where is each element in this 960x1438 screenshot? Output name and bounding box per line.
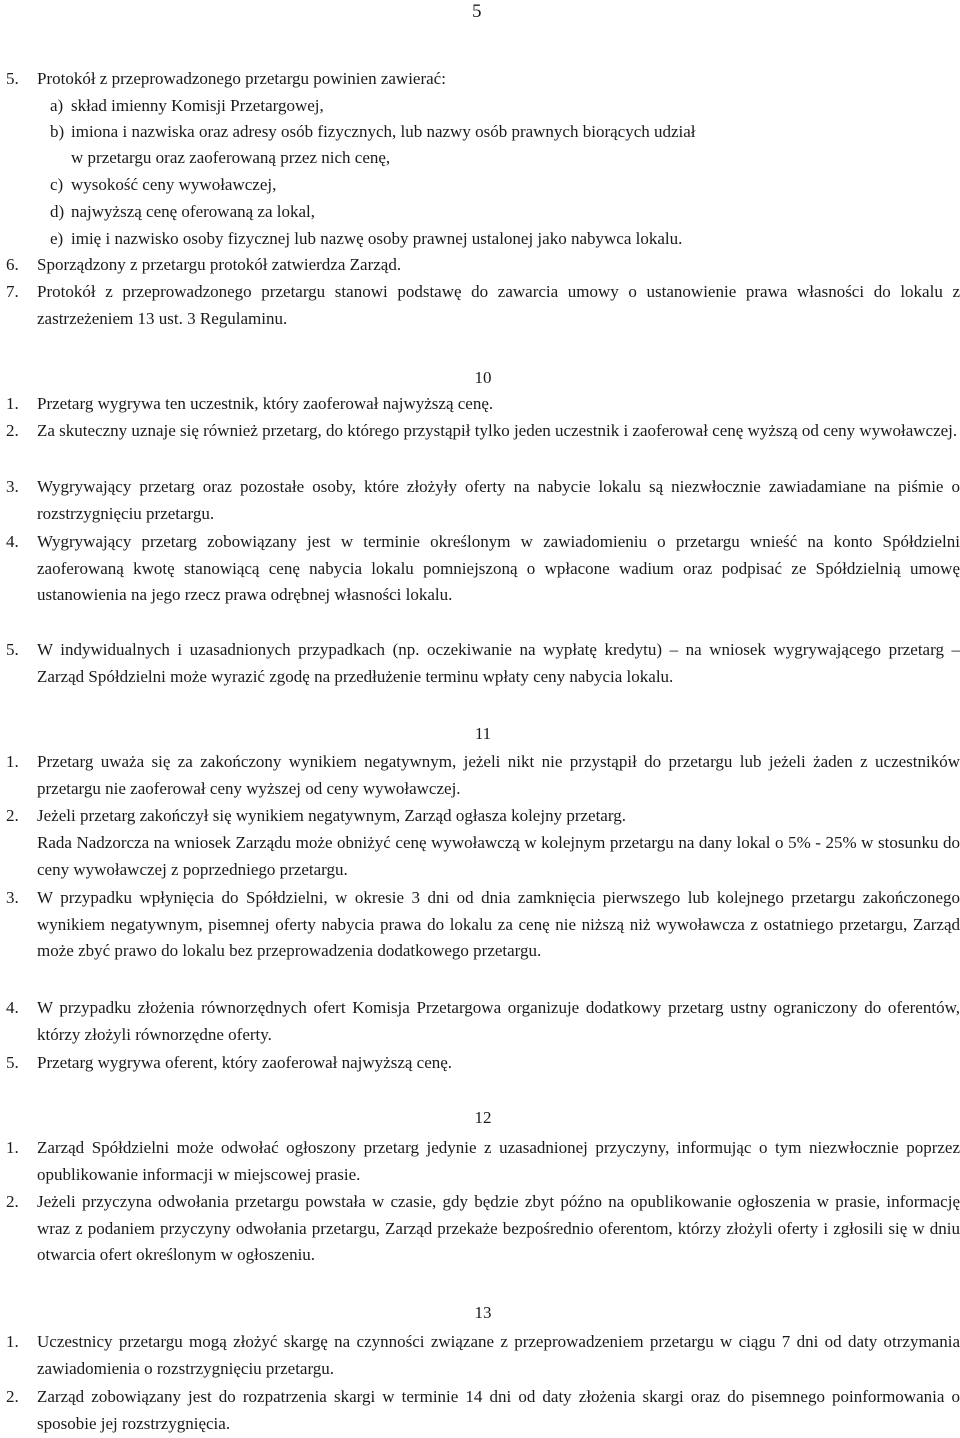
sub-item-e: e) imię i nazwisko osoby fizycznej lub nazwę osoby prawnej ustalonej jako nabywca lokalu. [50, 229, 683, 248]
section-heading-12: 12 [474, 1108, 492, 1127]
section-heading-11: 11 [474, 724, 492, 743]
sub-item-d: d) najwyższą cenę oferowaną za lokal, [50, 202, 316, 221]
item-text: Protokół z przeprowadzonego przetargu powinien zawierać: [37, 69, 446, 88]
page-number: 5 [472, 1, 482, 22]
list-item: 2. Za skuteczny uznaje się również przetarg, do którego przystąpił tylko jeden uczestnik i zaoferował cenę wyższą od ceny wywoławczej. [6, 421, 958, 440]
list-item: 1. Uczestnicy przetargu mogą złożyć skargę na czynności związane z przeprowadzeniem przetargu w ciągu 7 dni od daty otrzymania zawiadomienia o rozstrzygnięciu przetargu. [6, 1332, 960, 1378]
section-heading-13: 13 [474, 1303, 492, 1322]
list-item: 6. Sporządzony z przetargu protokół zatwierdza Zarząd. [6, 255, 402, 274]
list-item: 2. Jeżeli przyczyna odwołania przetargu powstała w czasie, gdy będzie zbyt późno na opublikowanie ogłoszenia w prasie, informację wraz z podaniem przyczyny odwołania przetargu, Zarząd przekaże bezpośrednio oferentom, którzy złożyli oferty i zgłosili się w dniu otwarcia ofert określonym w ogłoszeniu. [6, 1192, 960, 1264]
list-item: 3. Wygrywający przetarg oraz pozostałe osoby, które złożyły oferty na nabycie lokalu są niezwłocznie zawiadamiane na piśmie o rozstrzygnięciu przetargu. [6, 477, 960, 523]
list-item: Rada Nadzorcza na wniosek Zarządu może obniżyć cenę wywoławczą w kolejnym przetargu na dany lokal o 5% - 25% w stosunku do ceny wywoławczej z poprzedniego przetargu. [37, 833, 960, 879]
sub-item-a: a) skład imienny Komisji Przetargowej, [50, 96, 324, 115]
list-item: 4. W przypadku złożenia równorzędnych ofert Komisja Przetargowa organizuje dodatkowy przetarg ustny ograniczony do oferentów, którzy złożyli równorzędne oferty. [6, 998, 960, 1044]
sub-item-c: c) wysokość ceny wywoławczej, [50, 175, 277, 194]
list-item: 2. Jeżeli przetarg zakończył się wynikiem negatywnym, Zarząd ogłasza kolejny przetarg. [6, 806, 626, 825]
list-item: 2. Zarząd zobowiązany jest do rozpatrzenia skargi w terminie 14 dni od daty złożenia skargi oraz do pisemnego poinformowania o sposobie jej rozstrzygnięcia. [6, 1387, 960, 1433]
list-item: 4. Wygrywający przetarg zobowiązany jest w terminie określonym w zawiadomieniu o przetargu wnieść na konto Spółdzielni zaoferowaną kwotę stanowiącą cenę nabycia lokalu pomniejszoną o wpłacone wadium oraz podpisać ze Spółdzielnią umowę ustanowienia na jego rzecz prawa odrębnej własności lokalu. [6, 532, 960, 604]
sub-item-b: b) imiona i nazwiska oraz adresy osób fizycznych, lub nazwy osób prawnych biorących udział [50, 122, 696, 141]
sub-item-b-continuation: w przetargu oraz zaoferowaną przez nich cenę, [71, 148, 391, 167]
list-item: 5. W indywidualnych i uzasadnionych przypadkach (np. oczekiwanie na wypłatę kredytu) – na wniosek wygrywającego przetarg – Zarząd Spółdzielni może wyrazić zgodę na przedłużenie terminu wpłaty ceny nabycia lokalu. [6, 640, 960, 686]
list-item: 5. Przetarg wygrywa oferent, który zaoferował najwyższą cenę. [6, 1053, 453, 1072]
list-item: 1. Przetarg wygrywa ten uczestnik, który zaoferował najwyższą cenę. [6, 394, 494, 413]
list-item: 3. W przypadku wpłynięcia do Spółdzielni, w okresie 3 dni od dnia zamknięcia pierwszego lub kolejnego przetargu zakończonego wynikiem negatywnym, pisemnej oferty nabycia prawa do lokalu za cenę nie niższą niż wywoławcza z ostatniego przetargu, Zarząd może zbyć prawo do lokalu bez przeprowadzenia dodatkowego przetargu. [6, 888, 960, 960]
list-item [6, 66, 960, 93]
list-item: 1. Zarząd Spółdzielni może odwołać ogłoszony przetarg jedynie z uzasadnionej przyczyny, informując o tym niezwłocznie poprzez opublikowanie informacji w miejscowej prasie. [6, 1138, 960, 1184]
section-heading-10: 10 [474, 368, 492, 387]
item-number: 5. [6, 69, 19, 88]
list-item: 7. Protokół z przeprowadzonego przetargu stanowi podstawę do zawarcia umowy o ustanowienie prawa własności do lokalu z zastrzeżeniem 13 ust. 3 Regulaminu. [6, 282, 960, 328]
list-item: 1. Przetarg uważa się za zakończony wynikiem negatywnym, jeżeli nikt nie przystąpił do przetargu lub jeżeli żaden z uczestników przetargu nie zaoferował ceny wyższej od ceny wywoławczej. [6, 752, 960, 798]
